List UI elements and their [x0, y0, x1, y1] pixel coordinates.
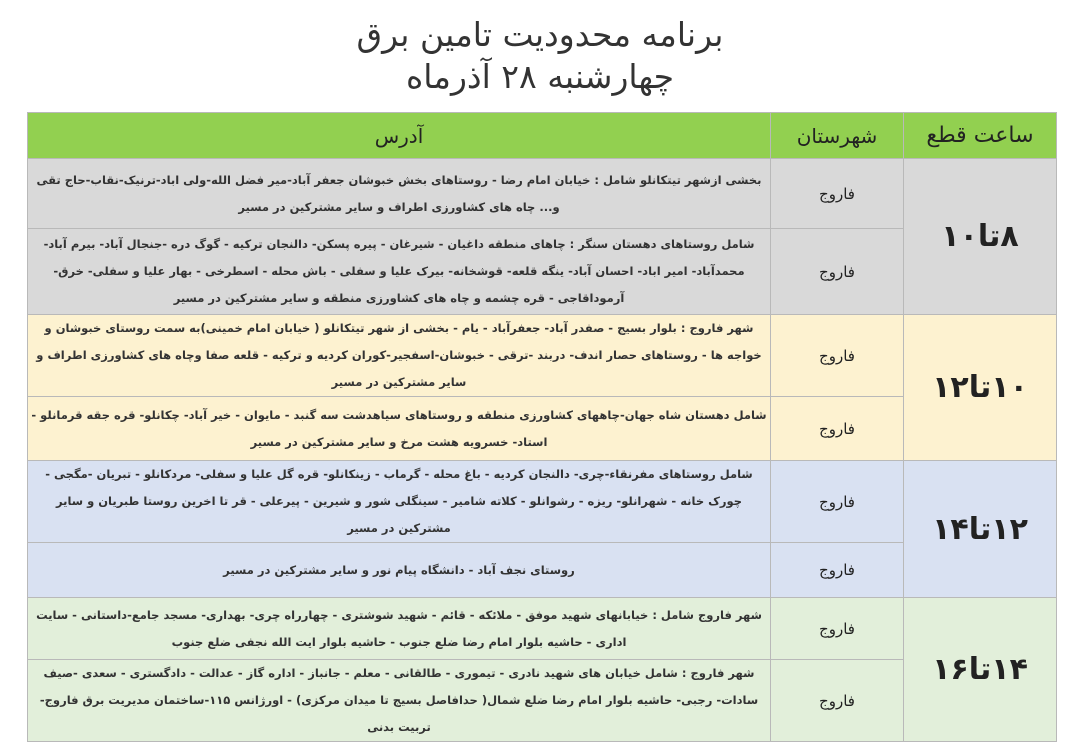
- address-cell: شامل دهستان شاه جهان-چاههای کشاورزی منطقه و روستاهای سیاهدشت سه گنبد - مایوان - خیر آباد- چکانلو- قره جقه قرمانلو - استاد- خسرویه هشت مرخ و سایر مشترکین در مسیر: [28, 397, 771, 461]
- outage-schedule-table: [27, 112, 1057, 742]
- table-row: [28, 315, 1057, 397]
- time-slot-10-12: ۱۰تا۱۲: [904, 315, 1057, 461]
- table-row: [28, 598, 1057, 660]
- city-cell: فاروج: [771, 159, 904, 229]
- page-date: چهارشنبه ۲۸ آذرماه: [405, 57, 675, 96]
- table-row: [28, 660, 1057, 742]
- table-row: [28, 543, 1057, 598]
- address-cell: روستای نجف آباد - دانشگاه پیام نور و سایر مشترکین در مسیر: [28, 543, 771, 598]
- header-outage-time: ساعت قطع: [904, 113, 1057, 159]
- title-block: [0, 0, 1080, 112]
- address-cell: شهر فاروج شامل : خیابانهای شهید موفق - ملائکه - قائم - شهید شوشتری - چهارراه چری- بهداری- مسجد جامع-داستانی - سایت اداری - حاشیه بلوار امام رضا ضلع جنوب - حاشیه بلوار ایت الله نجفی ضلع جنوب: [28, 598, 771, 660]
- header-address: آدرس: [28, 113, 771, 159]
- address-cell: بخشی ازشهر تیتکانلو شامل : خیابان امام رضا - روستاهای بخش خبوشان جعفر آباد-میر فضل الله-ولی اباد-ترنیک-نقاب-حاج تقی و... چاه های کشاورزی اطراف و سایر مشترکین در مسیر: [28, 159, 771, 229]
- table-row: [28, 397, 1057, 461]
- city-cell: فاروج: [771, 660, 904, 742]
- table-row: [28, 229, 1057, 315]
- time-slot-8-10: ۸تا۱۰: [904, 159, 1057, 315]
- page-title: برنامه محدودیت تامین برق: [356, 15, 724, 54]
- city-cell: فاروج: [771, 543, 904, 598]
- address-cell: شامل روستاهای مفرنقاء-چری- دالنجان کردیه - باغ محله - گرماب - زینکانلو- قره گل علیا و سفلی- مردکانلو - تبریان -مگجی - چورک خانه - شهرانلو- ریزه - رشوانلو - کلاته شامیر - سینگلی شور و شیرین - پیرعلی - قر تا اخرین روستا طبریان و سایر مشترکین در مسیر: [28, 461, 771, 543]
- city-cell: فاروج: [771, 315, 904, 397]
- city-cell: فاروج: [771, 397, 904, 461]
- header-city: شهرستان: [771, 113, 904, 159]
- city-cell: فاروج: [771, 461, 904, 543]
- table-row: [28, 159, 1057, 229]
- address-cell: شهر فاروج : شامل خیابان های شهید نادری - تیموری - طالقانی - معلم - جانباز - اداره گاز - عدالت - دادگستری - سعدی -صیف سادات- رجبی- حاشیه بلوار امام رضا ضلع شمال( حدافاصل بسیج تا میدان مرکزی) - اورژانس ۱۱۵-ساختمان مدیریت برق فاروج- تربیت بدنی: [28, 660, 771, 742]
- address-cell: شهر فاروج : بلوار بسیج - صفدر آباد- جعفرآباد - یام - بخشی از شهر تیتکانلو ( خیابان امام خمینی)به سمت روستای خبوشان و خواجه ها - روستاهای حصار اندف- دربند -ترقی - خبوشان-اسفجیر-کوران کردیه و ترکیه - قلعه صفا وچاه های کشاورزی اطراف و سایر مشترکین در مسیر: [28, 315, 771, 397]
- time-slot-14-16: ۱۴تا۱۶: [904, 598, 1057, 742]
- table-row: [28, 461, 1057, 543]
- table-header-row: [28, 113, 1057, 159]
- address-cell: شامل روستاهای دهستان سنگر : چاهای منطقه داغیان - شیرغان - پیره پسکن- دالنجان ترکیه - گوگ دره -جنجال آباد- بیرم آباد- محمدآباد- امیر اباد- احسان آباد- ینگه قلعه- قوشخانه- بیرک علیا و سفلی - باش محله - اسطرخی - بهار علیا و سفلی- خرق- آرموداقاجی - قره چشمه و چاه های کشاورزی منطقه و سایر مشترکین در مسیر: [28, 229, 771, 315]
- city-cell: فاروج: [771, 229, 904, 315]
- time-slot-12-14: ۱۲تا۱۴: [904, 461, 1057, 598]
- city-cell: فاروج: [771, 598, 904, 660]
